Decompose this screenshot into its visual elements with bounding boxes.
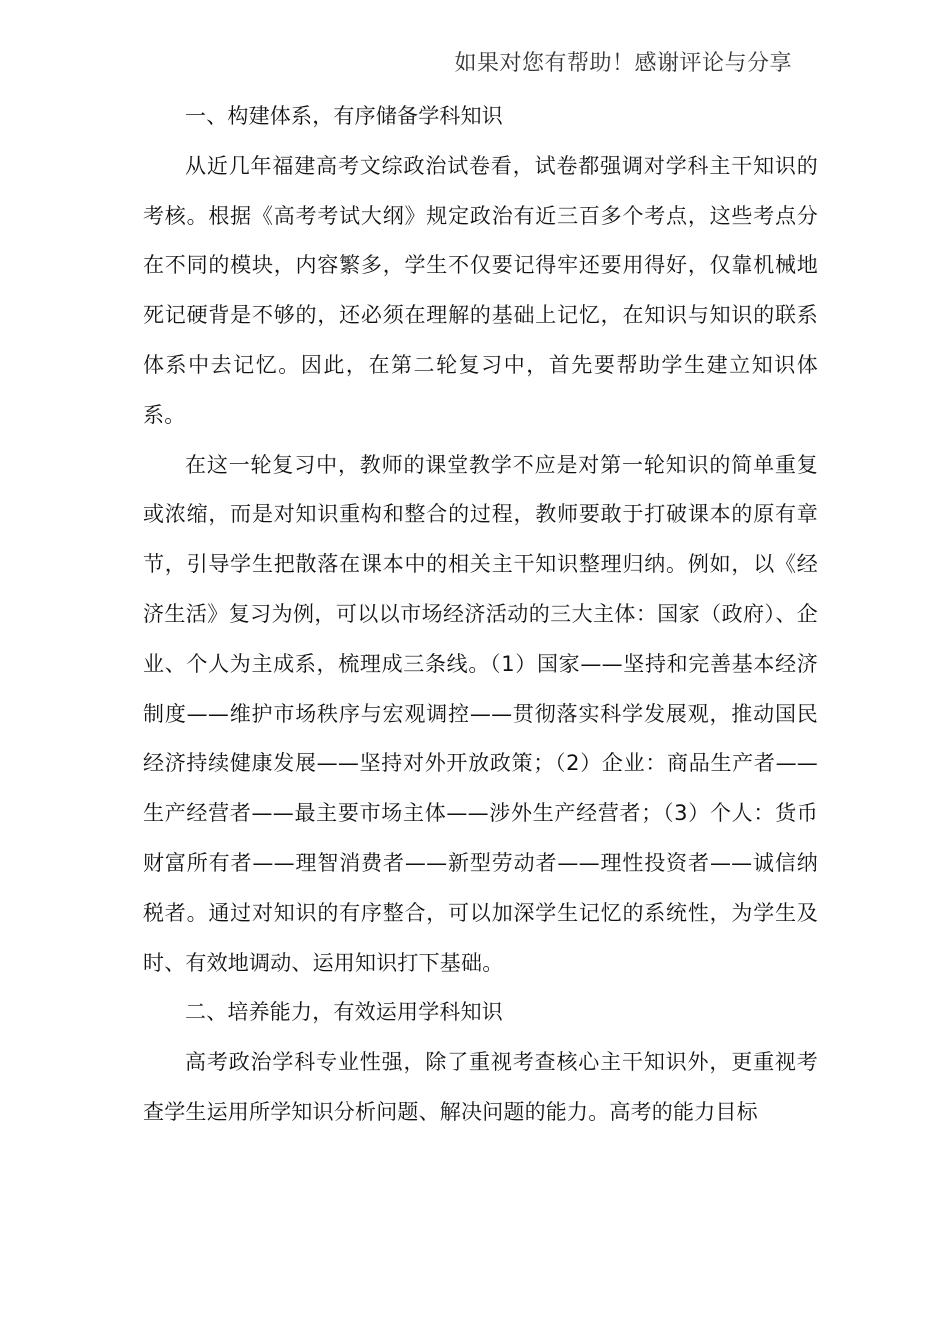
section-heading-1: 一、构建体系，有序储备学科知识 — [185, 104, 503, 128]
document-body — [143, 92, 818, 1138]
paragraph-2: 在这一轮复习中，教师的课堂教学不应是对第一轮知识的简单重复或浓缩，而是对知识重构和整合的过程，教师要敢于打破课本的原有章节，引导学生把散落在课本中的相关主干知识整理归纳。例如，以《经济生活》复习为例，可以以市场经济活动的三大主体：国家（政府）、企业、个人为主成系，梳理成三条线。（1）国家——坚持和完善基本经济制度——维护市场秩序与宏观调控——贯彻落实科学发展观，推动国民经济持续健康发展——坚持对外开放政策；（2）企业：商品生产者——生产经营者——最主要市场主体——涉外生产经营者；（3）个人：货币财富所有者——理智消费者——新型劳动者——理性投资者——诚信纳税者。通过对知识的有序整合，可以加深学生记忆的系统性，为学生及时、有效地调动、运用知识打下基础。 — [143, 452, 818, 975]
section-heading-2: 二、培养能力，有效运用学科知识 — [185, 1000, 503, 1025]
paragraph-1: 从近几年福建高考文综政治试卷看，试卷都强调对学科主干知识的考核。根据《高考考试大纲》规定政治有近三百多个考点，这些考点分在不同的模块，内容繁多，学生不仅要记得牢还要用得好，仅靠机械地死记硬背是不够的，还必须在理解的基础上记忆，在知识与知识的联系体系中去记忆。因此，在第二轮复习中，首先要帮助学生建立知识体系。 — [143, 153, 818, 427]
page-header-text: 如果对您有帮助！感谢评论与分享 — [454, 51, 792, 76]
paragraph-3: 高考政治学科专业性强，除了重视考查核心主干知识外，更重视考查学生运用所学知识分析问题、解决问题的能力。高考的能力目标 — [143, 1050, 818, 1124]
